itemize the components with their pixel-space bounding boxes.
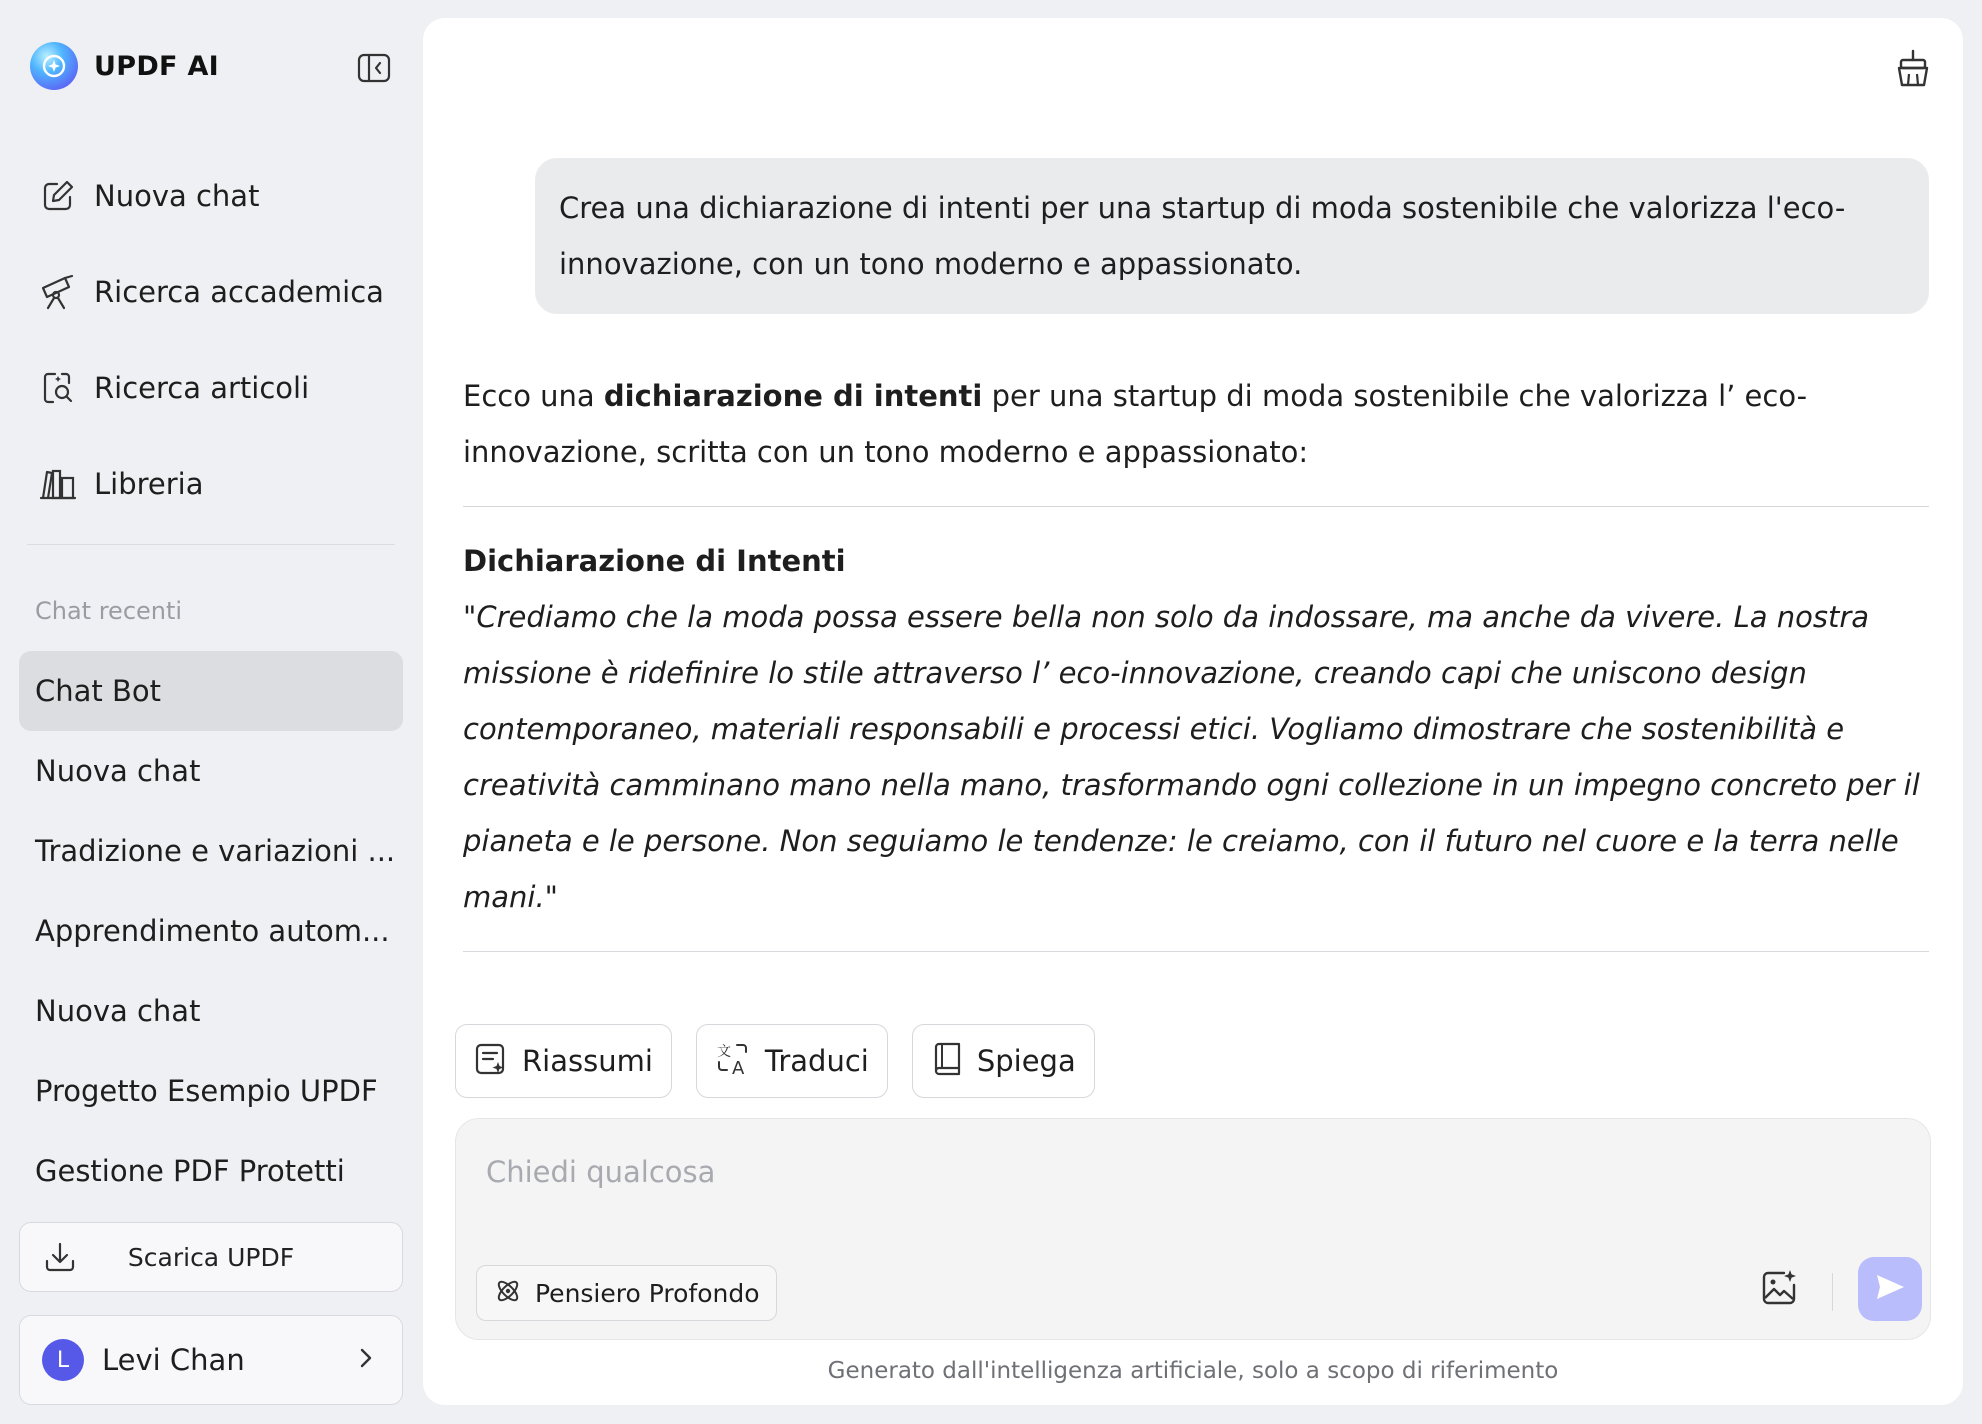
nav-item-label: Libreria — [94, 467, 204, 501]
nav-item-academic-search[interactable] — [38, 244, 384, 340]
sidebar — [0, 0, 420, 1424]
nav-item-label: Ricerca accademica — [94, 275, 384, 309]
sidebar-nav — [38, 148, 384, 532]
download-label: Scarica UPDF — [127, 1242, 295, 1272]
brand — [30, 42, 219, 90]
composer-separator — [1832, 1273, 1833, 1311]
recent-chats-list — [19, 651, 403, 1211]
telescope-icon — [38, 272, 78, 312]
image-upload-icon[interactable] — [1758, 1267, 1802, 1311]
summarize-icon — [474, 1042, 508, 1080]
answer-intro-bold: dichiarazione di intenti — [603, 379, 983, 413]
ai-answer — [463, 368, 1929, 990]
deep-thinking-label: Pensiero Profondo — [535, 1278, 760, 1308]
nav-item-library[interactable] — [38, 436, 384, 532]
translate-button[interactable] — [696, 1024, 888, 1098]
answer-intro-text: Ecco una — [463, 379, 604, 413]
updf-ai-logo-icon — [30, 42, 78, 90]
book-icon — [931, 1042, 963, 1080]
recent-chat-item[interactable]: Tradizione e variazioni ... — [35, 834, 396, 868]
summarize-label: Riassumi — [522, 1044, 653, 1078]
svg-text:A: A — [731, 1058, 745, 1077]
nav-item-label: Nuova chat — [94, 179, 260, 213]
answer-intro-text: per una startup di moda sostenibile che valorizza l’ eco-innovazione, scritta con un tono moderno e appassionato: — [463, 379, 1808, 469]
answer-heading: Dichiarazione di Intenti — [463, 544, 846, 578]
user-name: Levi Chan — [102, 1343, 245, 1377]
chat-panel — [423, 18, 1963, 1405]
nav-item-label: Ricerca articoli — [94, 371, 310, 405]
user-profile-button[interactable] — [19, 1315, 403, 1405]
document-search-icon — [38, 368, 78, 408]
send-button[interactable] — [1858, 1257, 1922, 1321]
download-icon — [42, 1239, 78, 1279]
answer-divider — [463, 506, 1929, 507]
answer-quote: "Crediamo che la moda possa essere bella non solo da indossare, ma anche da vivere. La nostra missione è ridefinire lo stile attraverso l’ eco-innovazione, creando capi che uniscono design contemporaneo, materiali responsabili e processi etici. Vogliamo dimostrare che sostenibilità e creatività camminano mano nella mano, trasformando ogni collezione in un impegno concreto per il pianeta e le persone. Non seguiamo le tendenze: le creiamo, con il futuro nel cuore e la terra nelle mani." — [463, 600, 1920, 914]
send-icon — [1873, 1270, 1907, 1308]
avatar: L — [42, 1339, 84, 1381]
recent-chat-item[interactable]: Gestione PDF Protetti — [35, 1154, 345, 1188]
collapse-sidebar-icon[interactable] — [356, 50, 392, 86]
nav-item-article-search[interactable] — [38, 340, 384, 436]
summarize-button[interactable] — [455, 1024, 672, 1098]
translate-label: Traduci — [764, 1044, 869, 1078]
answer-intro — [463, 368, 1929, 480]
app-name: UPDF AI — [94, 50, 220, 82]
recent-chat-item[interactable]: Chat Bot — [19, 651, 403, 731]
explain-button[interactable] — [912, 1024, 1095, 1098]
user-message-bubble: Crea una dichiarazione di intenti per una startup di moda sostenibile che valorizza l'eco-innovazione, con un tono moderno e appassionato. — [535, 158, 1929, 314]
recent-chat-item[interactable]: Apprendimento autom... — [35, 914, 390, 948]
recent-chats-title: Chat recenti — [35, 597, 183, 625]
library-icon — [38, 464, 78, 504]
explain-label: Spiega — [976, 1044, 1076, 1078]
edit-icon — [38, 176, 78, 216]
svg-text:文: 文 — [716, 1044, 731, 1060]
message-composer — [455, 1118, 1931, 1340]
sidebar-divider — [27, 544, 395, 545]
ai-disclaimer: Generato dall'intelligenza artificiale, solo a scopo di riferimento — [827, 1358, 1559, 1384]
message-input[interactable] — [486, 1149, 1886, 1195]
download-updf-button[interactable] — [19, 1222, 403, 1292]
atom-icon — [493, 1276, 523, 1310]
recent-chat-item[interactable]: Nuova chat — [35, 994, 201, 1028]
answer-viewport — [423, 18, 1963, 990]
chevron-right-icon — [356, 1346, 376, 1374]
deep-thinking-toggle[interactable] — [476, 1265, 777, 1321]
quick-actions — [455, 1024, 1119, 1098]
recent-chat-item[interactable]: Nuova chat — [35, 754, 201, 788]
answer-fade-overlay — [423, 948, 1963, 990]
nav-item-new-chat[interactable] — [38, 148, 384, 244]
recent-chat-item[interactable]: Progetto Esempio UPDF — [35, 1074, 378, 1108]
translate-icon — [715, 1041, 751, 1081]
